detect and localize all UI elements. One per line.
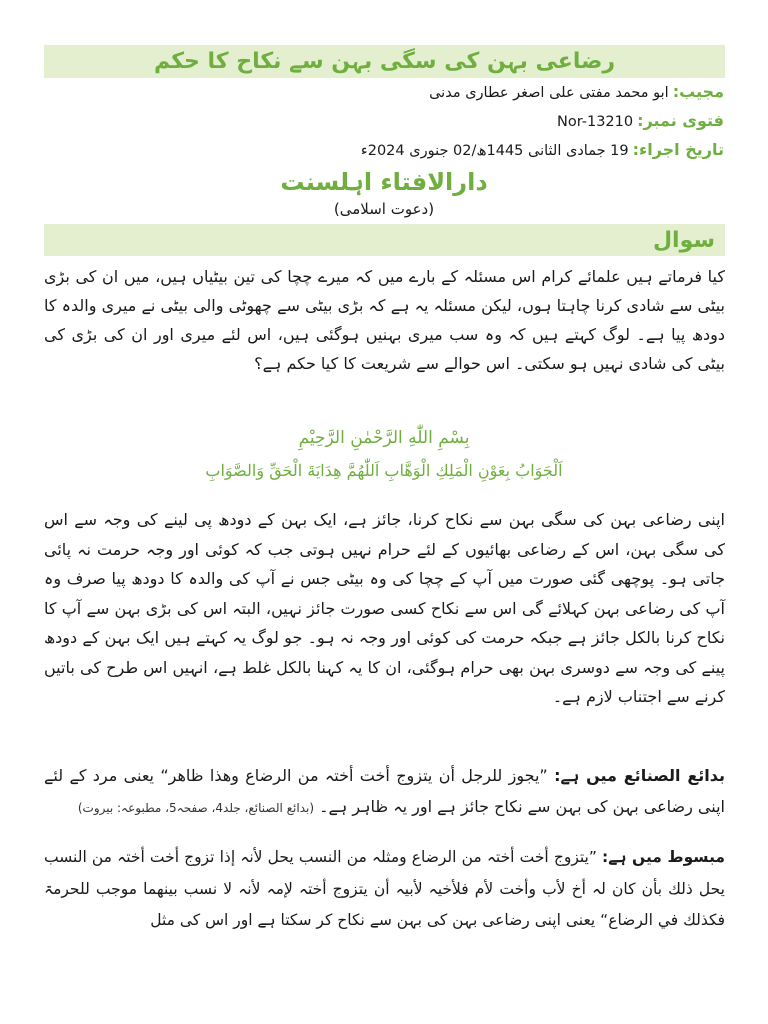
page-title: رضاعی بہن کی سگی بہن سے نکاح کا حکم bbox=[153, 49, 616, 74]
reference-badai-citation: (بدائع الصنائع، جلد4، صفحہ5، مطبوعہ: بیروت) bbox=[77, 801, 315, 815]
answer-opening: اَلْجَوَابُ بِعَوْنِ الْمَلِكِ الْوَهَّابِ اَللّٰهُمَّ هِدَايَةَ الْحَقِّ وَالصَّوَابِ bbox=[205, 461, 563, 480]
question-heading-bar bbox=[44, 224, 725, 256]
answer-text: اپنی رضاعی بہن کی سگی بہن سے نکاح کرنا، جائز ہے، ایک بہن کے دودھ پی لینے کی وجہ سے اس کی سگی بہن، اس کے رضاعی بھائیوں کے لئے حرام نہیں ہوتی جب کہ کوئی اور وجہ حرمت نہ پائی جاتی ہو۔ پوچھی گئی صورت میں آپ کے چچا کی وہ بیٹی جس نے آپ کی والدہ کا دودھ پیا صرف وہ آپ کی رضاعی بہن کہلائے گی اس سے نکاح کسی صورت جائز نہیں، البتہ اس کی بڑی بہن سے آپ کا نکاح کرنا بالکل جائز ہے جبکہ حرمت کی کوئی اور وجہ نہ ہو۔ جو لوگ یہ کہتے ہیں ایک بہن کے دودھ پینے کی وجہ سے دوسری بہن بھی حرام ہوگئی، ان کا یہ کہنا بالکل غلط ہے، انہیں اس طرح کی باتیں کرنے سے اجتناب لازم ہے۔ bbox=[44, 510, 726, 706]
reference-mabsoot bbox=[44, 842, 725, 937]
fatwa-number-line bbox=[557, 111, 724, 130]
issue-date-line bbox=[361, 140, 724, 159]
issue-date-label: تاریخ اجراء: bbox=[632, 140, 724, 159]
reference-mabsoot-lead: مبسوط میں ہے: bbox=[602, 848, 725, 866]
mujeeb-label: مجیب: bbox=[672, 82, 724, 101]
reference-badai-text: ”یجوز للرجل أن یتزوج أخت أختہ من الرضاع وھذا ظاھر“ یعنی مرد کے لئے اپنی رضاعی بہن کی بہن سے نکاح جائز ہے اور یہ ظاہر ہے۔ bbox=[44, 766, 725, 816]
reference-mabsoot-text: ”یتزوج أخت أختہ من الرضاع ومثلہ من النسب یحل لأنہ إذا تزوج أخت أختہ من النسب یحل ذلك بأن كان لہ أخ لأب وأخت لأم فلأخیہ لأبیہ أن یتزوج أختہ لإمہ لأنہ لا نسب بینھما موجب للحرمۃ فكذلك في الرضاع“ یعنی اپنی رضاعی بہن کی بہن سے نکاح کر سکتا ہے اور اس کی مثل bbox=[44, 848, 725, 929]
question-text: کیا فرماتے ہیں علمائے کرام اس مسئلہ کے بارے میں کہ میرے چچا کی تین بیٹیاں ہیں، میں ان کی بڑی بیٹی سے شادی کرنا چاہتا ہوں، لیکن مسئلہ یہ ہے کہ بڑی بیٹی سے چھوٹی والی بیٹی نے میری والدہ کا دودھ پیا ہے۔ لوگ کہتے ہیں کہ وہ سب میری بہنیں ہوگئی ہیں، اس لئے میری اور ان کی بڑی کی بیٹی کی شادی نہیں ہو سکتی۔ اس حوالے سے شریعت کا کیا حکم ہے؟ bbox=[44, 267, 725, 373]
organization-name: دارالافتاء اہلسنت bbox=[280, 168, 488, 196]
reference-badai bbox=[44, 760, 725, 824]
organization-subtitle: (دعوت اسلامی) bbox=[333, 200, 435, 218]
bismillah: بِسْمِ اللّٰهِ الرَّحْمٰنِ الرَّحِيْمِ bbox=[298, 428, 470, 448]
reference-badai-lead: بدائع الصنائع میں ہے: bbox=[554, 766, 726, 785]
issue-date-value: 19 جمادی الثانی 1445ھ/02 جنوری 2024ء bbox=[360, 143, 629, 159]
fatwa-number-label: فتوی نمبر: bbox=[637, 111, 724, 130]
fatwa-number-value: Nor-13210 bbox=[556, 114, 634, 130]
mujeeb-line bbox=[429, 82, 724, 101]
mujeeb-value: ابو محمد مفتی علی اصغر عطاری مدنی bbox=[429, 85, 669, 101]
title-bar bbox=[44, 45, 725, 78]
question-heading: سوال bbox=[652, 227, 715, 253]
